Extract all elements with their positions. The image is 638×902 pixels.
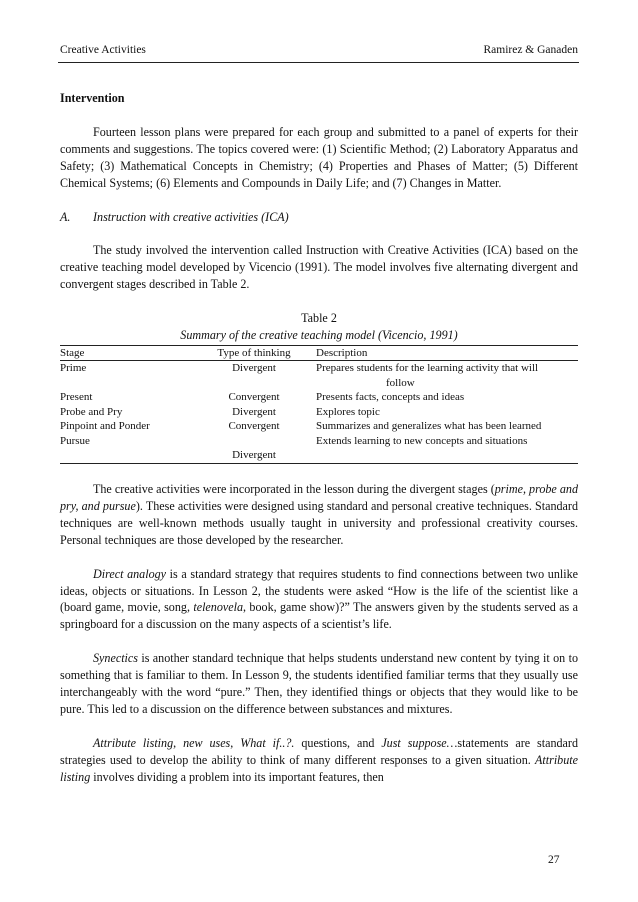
term-new-uses: new uses [183,735,231,750]
table-row [60,405,578,420]
table-header-row [60,345,578,361]
section-title: Intervention [60,91,125,105]
cell-description: Summarizes and generalizes what has been learned [316,420,542,433]
subsection-heading [60,209,578,226]
term-telenovela: telenovela [193,600,244,615]
term-what-if: What if..?. [240,735,295,750]
cell-description [306,361,578,391]
paragraph-creative-activities: The creative activities were incorporated in the lesson during the divergent stages (prime, probe and pry, and pursue). These activities were designed using standard and personal creative techniques. Standard techniques are well-known methods usually taught in university and professional creativity courses. Personal techniques are those developed by the researcher. [60,481,579,547]
table-row [60,434,578,449]
column-header-stage: Stage [60,345,202,361]
cell-type: Convergent [228,420,280,433]
paragraph-ica: The study involved the intervention called Instruction with Creative Activities (ICA) based on the creative teaching model developed by Vicencio (1991). The model involves five alternating divergent and convergent stages described in Table 2. [60,243,578,292]
header-rule [58,62,579,63]
table-title: Summary of the creative teaching model (Vicencio, 1991) [180,328,458,343]
column-header-description: Description [306,345,578,361]
paragraph-synectics: Synectics is another standard technique that helps students understand new content by tying it on to something that is familiar to them. In Lesson 9, the students identified familiar terms that they usually use interchangeably with the word “pure.” Then, they identified things or objects that they would like to be pure. This led to a discussion on the difference between substances and mixtures. [60,651,578,716]
cell-stage: Present [60,391,93,404]
cell-type: Convergent [228,391,280,404]
table-row [60,361,578,391]
emphasis-stages: prime, probe and pry, and pursue [60,481,578,513]
subsection-title: Instruction with creative activities (ICA) [93,209,289,224]
term-attribute-listing-2: Attribute listing [60,752,578,784]
table-caption: Table 2 [301,311,337,326]
cell-type: Divergent [202,448,306,463]
column-header-type: Type of thinking [202,345,306,361]
header-right: Ramirez & Ganaden [483,44,578,56]
cell-stage: Pursue [60,434,90,447]
paragraph-attribute-listing: Attribute listing, new uses, What if..?. questions, and Just suppose…statements are standard strategies used to develop the ability to think of many different responses to a given situation. Attribute listing involves dividing a problem into its important features, then [60,735,578,784]
term-direct-analogy: Direct analogy [93,566,167,581]
cell-description: Explores topic [316,405,380,418]
term-just-suppose: Just suppose… [381,735,458,750]
table-row [60,419,578,434]
cell-stage: Prime [60,362,87,375]
table-row [60,448,578,463]
subsection-letter: A. [60,209,71,224]
table-row [60,390,578,405]
paragraph-intervention: Fourteen lesson plans were prepared for each group and submitted to a panel of experts for their comments and suggestions. The topics covered were: (1) Scientific Method; (2) Laboratory Apparatus and Safety; (3) Mathematical Concepts in Chemistry; (4) Properties and Phases of Matter; (5) Different Chemical Systems; (6) Elements and Compounds in Daily Life; and (7) Changes in Matter. [60,124,578,190]
main-content [60,90,578,786]
paragraph-direct-analogy: Direct analogy is a standard strategy that requires students to find connections between two unlike ideas, objects or situations. In Lesson 2, the students were asked “How is the life of the scientist like a (board game, movie, song, telenovela, book, game show)?” The answers given by the students served as a springboard for a discussion on the many aspects of a scientist’s life. [60,566,578,632]
description-line: Prepares students for the learning activity that will [316,362,539,375]
cell-description: Extends learning to new concepts and situations [316,434,528,447]
summary-table [60,345,578,464]
cell-stage: Pinpoint and Ponder [60,420,150,433]
cell-stage: Probe and Pry [60,405,123,418]
cell-description: Presents facts, concepts and ideas [316,391,465,404]
header-left: Creative Activities [60,44,146,56]
page-number: 27 [548,854,560,866]
cell-type: Divergent [232,405,276,418]
description-continuation: follow [386,376,415,389]
term-synectics: Synectics [93,651,138,666]
term-attribute-listing: Attribute listing [93,735,174,750]
cell-type: Divergent [232,362,276,375]
